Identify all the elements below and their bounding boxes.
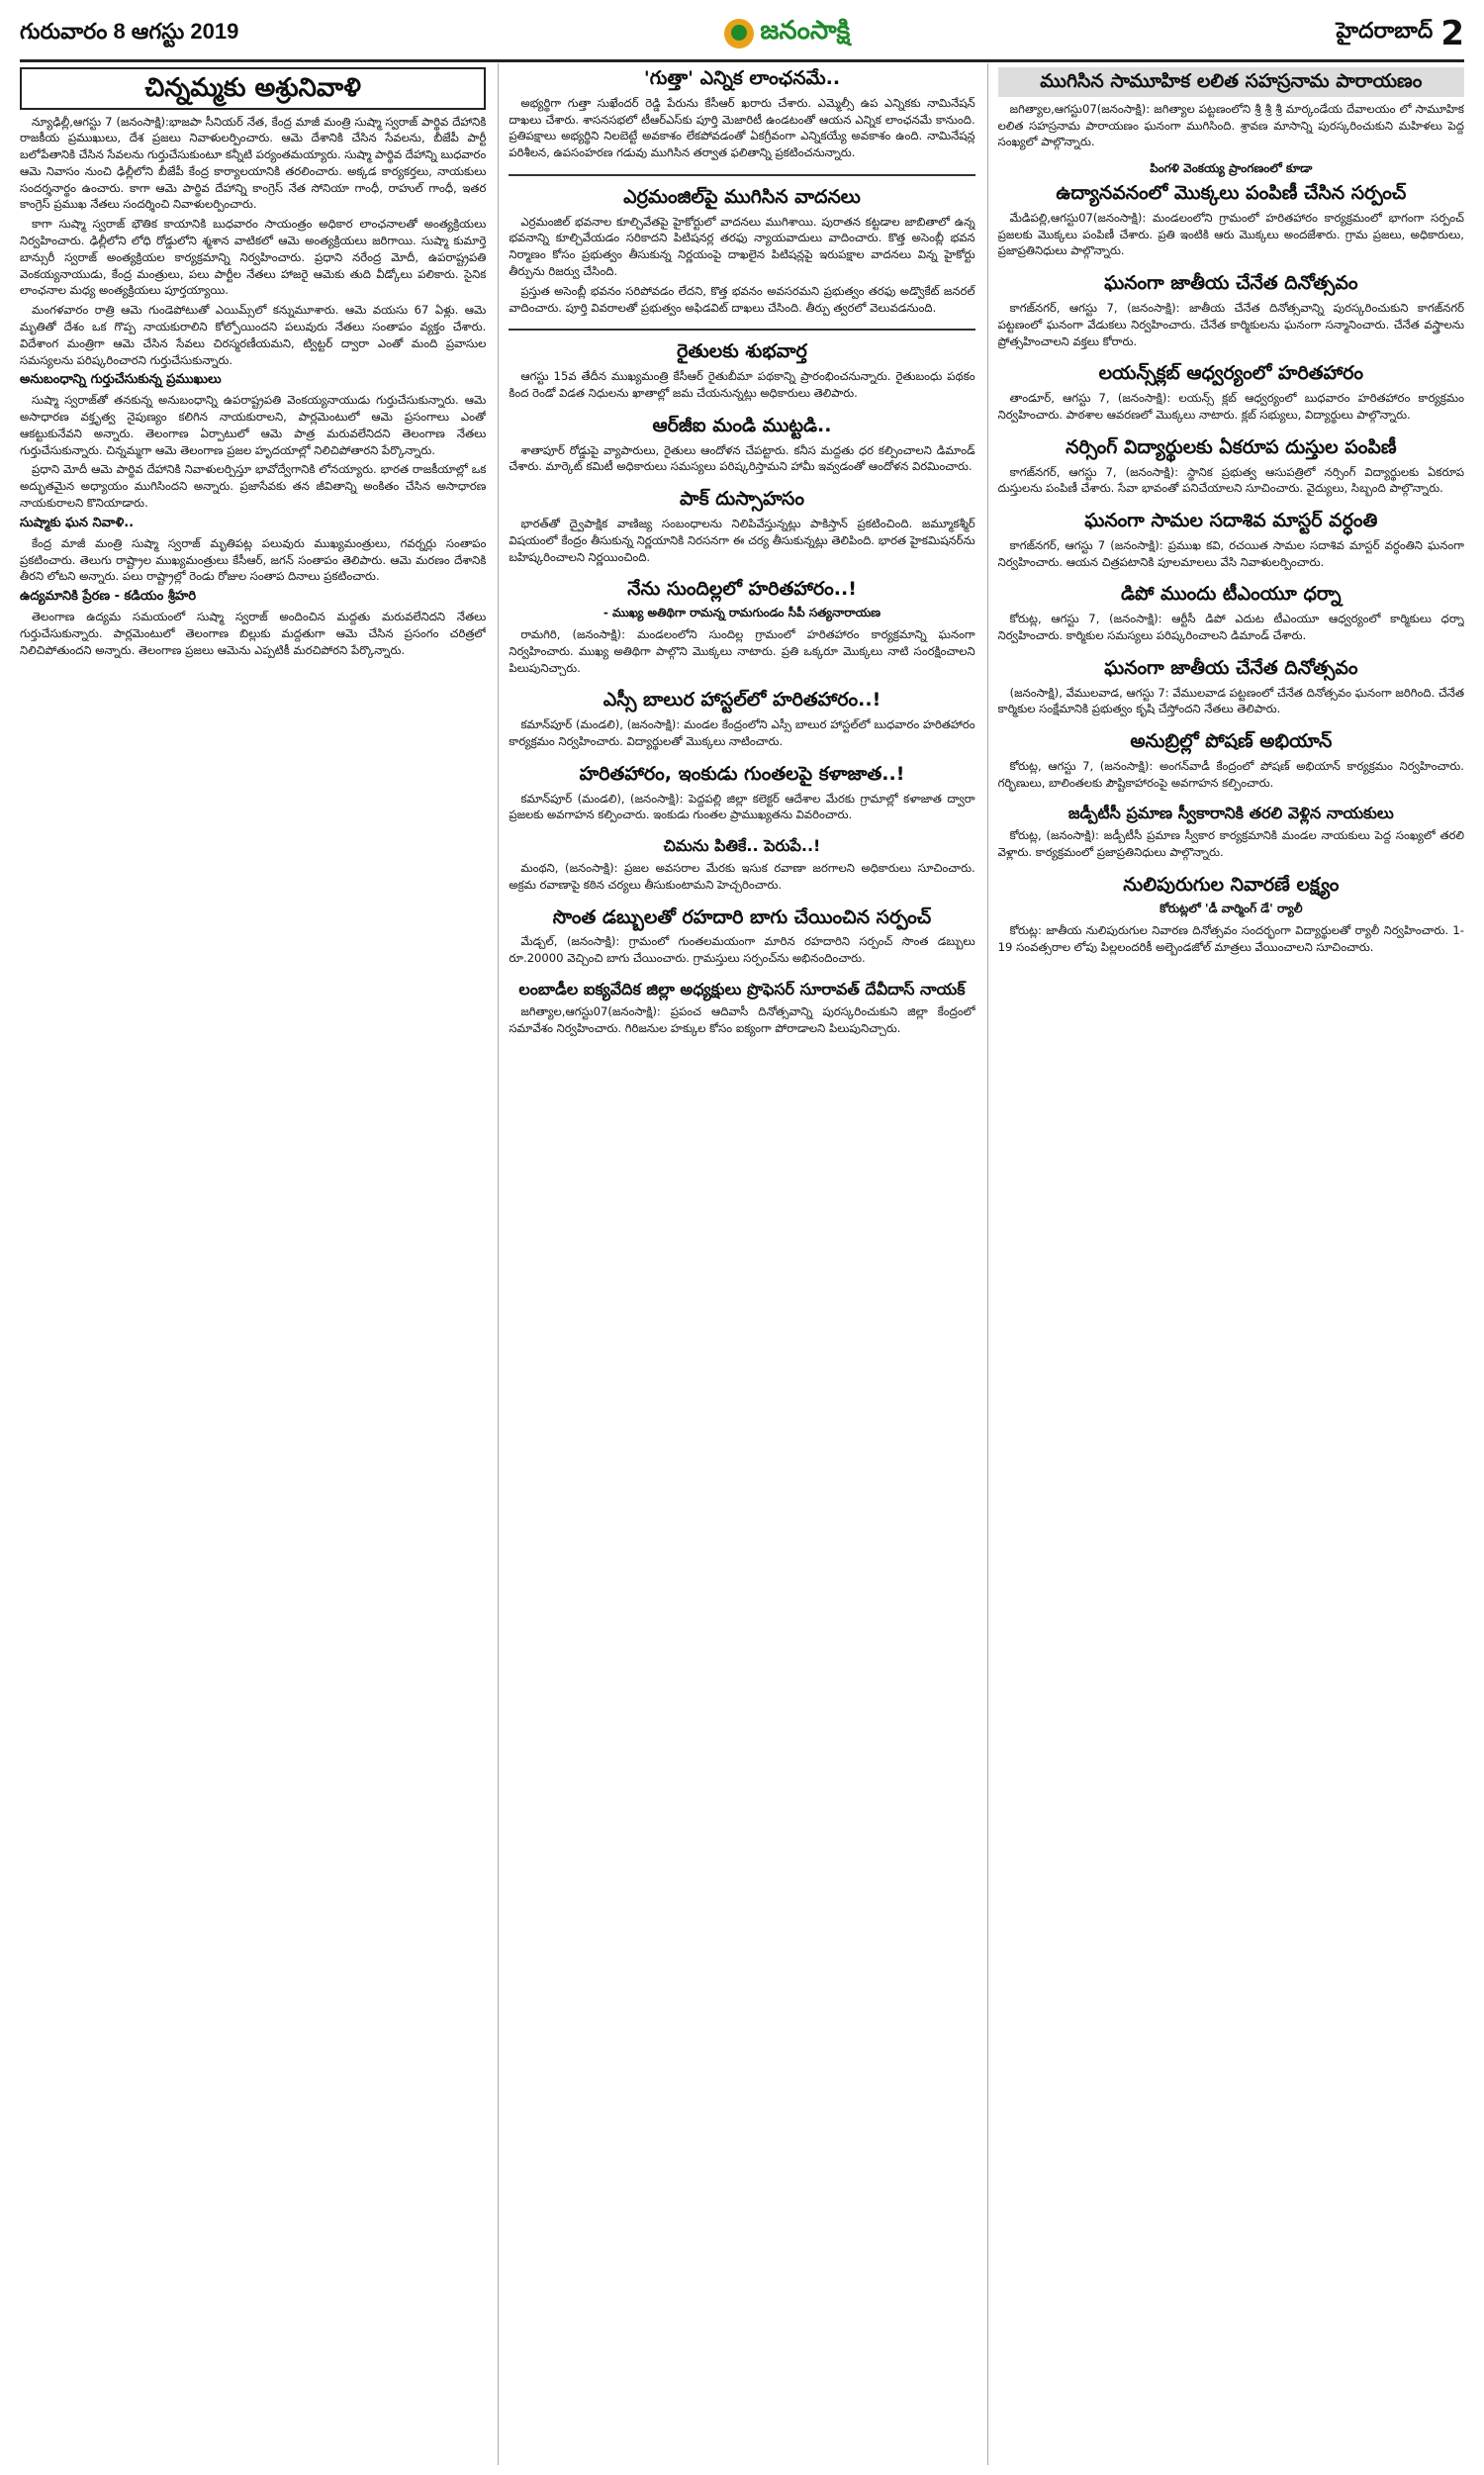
divider bbox=[509, 329, 974, 331]
logo-icon bbox=[724, 19, 754, 48]
story-sushma-tribute bbox=[20, 63, 486, 661]
story-lions bbox=[998, 358, 1464, 426]
headline: ఘనంగా జాతీయ చేనేత దినోత్సవం bbox=[1104, 656, 1358, 679]
paragraph: కేంద్ర మాజీ మంత్రి సుష్మా స్వరాజ్ మృతిపట్ల పలువురు ముఖ్యమంత్రులు, గవర్నర్లు సంతాపం ప్రకటించారు. తెలుగు రాష్ట్రాల ముఖ్యమంత్రులు కేసీఆర్, జగన్ సంతాపం తెలిపారు. ఆమె మరణం దేశానికి తీరని లోటని అన్నారు. పలు రాష్ట్రాల్లో రెండు రోజుల సంతాప దినాలు ప్రకటించారు. bbox=[20, 535, 487, 584]
story-erramanzil bbox=[509, 182, 974, 320]
paragraph: కోరుట్ల, ఆగస్టు 7, (జనంసాక్షి): అంగన్‌వాడీ కేంద్రంలో పోషణ్ అభియాన్ కార్యక్రమం నిర్వహించారు. గర్భిణులు, బాలింతలకు పౌష్టికాహారంపై అవగాహన కల్పించారు. bbox=[997, 758, 1464, 790]
story-body bbox=[20, 114, 486, 659]
paragraph: తెలంగాణ ఉద్యమ సమయంలో సుష్మా స్వరాజ్ అందించిన మద్దతు మరువలేనిదని నేతలు గుర్తుచేసుకున్నారు. పార్లమెంటులో తెలంగాణ బిల్లుకు మద్దతుగా ఆమె చేసిన ప్రసంగం చరిత్రలో నిలిచిపోతుందని అన్నారు. తెలంగాణ ప్రజలు ఆమెను ఎప్పటికీ మరచిపోరని పేర్కొన్నారు. bbox=[20, 609, 487, 657]
paragraph: ఎర్రమంజిల్ భవనాల కూల్చివేతపై హైకోర్టులో వాదనలు ముగిశాయి. పురాతన కట్టడాల జాబితాలో ఉన్న భవనాన్ని కూల్చివేయడం సరికాదని పిటిషనర్ల తరఫు న్యాయవాదులు వాదించారు. కొత్త అసెంబ్లీ భవన నిర్మాణం కోసం ప్రభుత్వం తీసుకున్న నిర్ణయంపై దాఖలైన పిటిషన్లపై ఇరుపక్షాల వాదనలు విన్న హైకోర్టు తీర్పును రిజర్వు చేసింది. bbox=[509, 214, 975, 279]
paragraph: మంగళవారం రాత్రి ఆమె గుండెపోటుతో ఎయిమ్స్‌లో కన్నుమూశారు. ఆమె వయసు 67 ఏళ్లు. ఆమె మృతితో దేశం ఒక గొప్ప నాయకురాలిని కోల్పోయిందని పలువురు నేతలు సంతాపం వ్యక్తం చేశారు. విదేశాంగ మంత్రిగా ఆమె చేసిన సేవలు చిరస్మరణీయమని, ట్విట్టర్ ద్వారా ఎంతో మంది ప్రవాసుల సమస్యలను పరిష్కరించారని గుర్తుచేసుకున్నారు. bbox=[20, 303, 487, 367]
headline: చిన్నమ్మకు అశ్రునివాళి bbox=[20, 67, 486, 110]
story-market bbox=[509, 411, 974, 478]
story-sadasiva bbox=[998, 506, 1464, 573]
column-left bbox=[20, 63, 486, 2465]
headline: లంబాడీల ఐక్యవేదిక జిల్లా అధ్యక్షులు ప్రొఫెసర్ సూరావత్ దేవీదాస్ నాయక్ bbox=[518, 980, 966, 1000]
newspaper-logo bbox=[724, 16, 850, 51]
headline: ఘనంగా సామల సదాశివ మాస్టర్ వర్ధంతి bbox=[1084, 510, 1378, 532]
headline: నర్సింగ్ విద్యార్థులకు ఏకరూప దుస్తుల పంపిణీ bbox=[1066, 435, 1397, 458]
story-handloom-2 bbox=[998, 653, 1464, 720]
paragraph: అభ్యర్థిగా గుత్తా సుఖేందర్ రెడ్డి పేరును కేసీఆర్ ఖరారు చేశారు. ఎమ్మెల్సీ ఉప ఎన్నికకు నామినేషన్ దాఖలు చేశారు. శాసనసభలో టీఆర్ఎస్‌కు పూర్తి మెజారిటీ ఉండటంతో ఆయన ఎన్నిక లాంఛనమే కానుంది. ప్రతిపక్షాలు అభ్యర్థిని నిలబెట్టే అవకాశం లేకపోవడంతో ఏకగ్రీవంగా ఎన్నికయ్యే అవకాశం ఉంది. నామినేషన్ల పరిశీలన, ఉపసంహరణ గడువు ముగిసిన తర్వాత ఫలితాన్ని ప్రకటించనున్నారు. bbox=[509, 95, 975, 160]
headline: డిపో ముందు టీఎంయూ ధర్నా bbox=[1120, 583, 1342, 606]
paragraph: కాగజ్‌నగర్, ఆగస్టు 7 (జనంసాక్షి): ప్రముఖ కవి, రచయిత సామల సదాశివ మాస్టర్ వర్ధంతిని ఘనంగా నిర్వహించారు. ఆయన చిత్రపటానికి పూలమాలలు వేసి నివాళులర్పించారు. bbox=[997, 537, 1464, 569]
headline: చిమను పితికే.. పెరుపే..! bbox=[663, 836, 821, 856]
story-lalitha bbox=[998, 63, 1464, 153]
story-zptc bbox=[998, 800, 1464, 864]
column-middle bbox=[498, 63, 974, 2465]
story-sand bbox=[509, 832, 974, 897]
paragraph: ఆగస్టు 15వ తేదీన ముఖ్యమంత్రి కేసీఆర్ రైతుబీమా పథకాన్ని ప్రారంభించనున్నారు. రైతుబంధు పథకం కింద రెండో విడత నిధులను ఖాతాల్లో జమ చేయనున్నట్లు అధికారులు తెలిపారు. bbox=[509, 369, 975, 401]
subheading: ఉద్యమానికి ప్రేరణ - కడియం శ్రీహరి bbox=[20, 589, 197, 605]
story-handloom-1 bbox=[998, 268, 1464, 352]
story-kalajatha bbox=[509, 759, 974, 826]
page-columns bbox=[20, 63, 1464, 2465]
logo-text: జనంసాక్షి bbox=[760, 16, 851, 46]
kicker: పింగళి వెంకయ్య ప్రాంగణంలో కూడా bbox=[1150, 161, 1313, 176]
edition-city: హైదరాబాద్ bbox=[1336, 19, 1434, 44]
edition-info bbox=[1336, 14, 1464, 53]
headline: ముగిసిన సామూహిక లలిత సహస్రనామ పారాయణం bbox=[998, 67, 1464, 97]
headline: అనుబ్రిల్లో పోషణ్ అభియాన్ bbox=[1130, 730, 1333, 753]
story-nursing bbox=[998, 432, 1464, 500]
paragraph: న్యూఢిల్లీ,ఆగస్టు 7 (జనంసాక్షి):భాజపా సీనియర్ నేత, కేంద్ర మాజీ మంత్రి సుష్మా స్వరాజ్ పార్థివ దేహానికి రాజకీయ ప్రముఖులు, దేశ ప్రజలు నివాళులర్పించారు. ఆమె దేశానికి చేసిన సేవలను, బీజేపీ పార్టీ బలోపేతానికి చేసిన సేవలను గుర్తుచేసుకుంటూ కన్నీటి పర్యంతమయ్యారు. సుష్మా పార్థివ దేహాన్ని బుధవారం ఆమె నివాసం నుంచి ఢిల్లీలోని బీజేపీ కేంద్ర కార్యాలయానికి తరలించారు. అక్కడ కార్యకర్తలు, నాయకులు సందర్శనార్థం ఉంచారు. కాగా ఆమె పార్థివ దేహాన్ని కాంగ్రెస్ నేత సోనియా గాంధీ, రాహుల్ గాంధీ, ఇతర కాంగ్రెస్ ప్రముఖ నేతలు సందర్శించి నివాళులర్పించారు. bbox=[20, 114, 487, 212]
paragraph: ప్రధాని మోదీ ఆమె పార్థివ దేహానికి నివాళులర్పిస్తూ భావోద్వేగానికి లోనయ్యారు. భారత రాజకీయాల్లో ఒక అద్భుతమైన అధ్యాయం ముగిసిందని అన్నారు. ప్రజాసేవకు తన జీవితాన్ని అంకితం చేసిన అసాధారణ నాయకురాలని కొనియాడారు. bbox=[20, 462, 487, 511]
headline: పాక్ దుస్సాహసం bbox=[680, 488, 804, 511]
column-right bbox=[987, 63, 1464, 2465]
story-sundilla bbox=[509, 574, 974, 679]
page-number: 2 bbox=[1440, 14, 1464, 53]
headline: సొంత డబ్బులతో రహదారి బాగు చేయించిన సర్పంచ్ bbox=[552, 905, 932, 928]
paragraph: రామగిరి, (జనంసాక్షి): మండలంలోని సుందిల్ల గ్రామంలో హరితహారం కార్యక్రమాన్ని ఘనంగా నిర్వహించారు. ముఖ్య అతిథిగా పాల్గొని మొక్కలు నాటారు. ప్రతి ఒక్కరూ మొక్కలు నాటి సంరక్షించాలని పిలుపునిచ్చారు. bbox=[509, 627, 975, 675]
paragraph: కోరుట్ల: జాతీయ నులిపురుగుల నివారణ దినోత్సవం సందర్భంగా విద్యార్థులతో ర్యాలీ నిర్వహించారు. 1-19 సంవత్సరాల లోపు పిల్లలందరికీ అల్బెండజోల్ మాత్రలు వేయించాలని సూచించారు. bbox=[997, 922, 1464, 954]
divider bbox=[509, 174, 974, 176]
story-farmers bbox=[509, 336, 974, 404]
paragraph: సుష్మా స్వరాజ్‌తో తనకున్న అనుబంధాన్ని ఉపరాష్ట్రపతి వెంకయ్యనాయుడు గుర్తుచేసుకున్నారు. ఆమె అసాధారణ వక్తృత్వ నైపుణ్యం కలిగిన నాయకురాలని, పార్లమెంటులో ఆమె ప్రసంగాలు ఎంతో ఆకట్టుకునేవని అన్నారు. తెలంగాణ ఏర్పాటులో ఆమె పాత్ర మరువలేనిదని తెలంగాణ నేతలు గుర్తుచేసుకున్నారు. చిన్నమ్మగా ఆమె తెలంగాణ ప్రజల హృదయాల్లో నిలిచిపోతారని పేర్కొన్నారు. bbox=[20, 393, 487, 457]
headline: రైతులకు శుభవార్త bbox=[677, 340, 807, 363]
headline: ఘనంగా జాతీయ చేనేత దినోత్సవం bbox=[1104, 272, 1358, 295]
headline: 'గుత్తా' ఎన్నిక లాంఛనమే.. bbox=[643, 67, 841, 89]
paragraph: కాగజ్‌నగర్, ఆగస్టు 7, (జనంసాక్షి): స్థానిక ప్రభుత్వ ఆసుపత్రిలో నర్సింగ్ విద్యార్థులకు ఏకరూప దుస్తులను పంపిణీ చేశారు. సేవా భావంతో పనిచేయాలని సూచించారు. వైద్యులు, సిబ్బంది పాల్గొన్నారు. bbox=[997, 464, 1464, 496]
paragraph: మేడిపల్లి,ఆగస్టు07(జనంసాక్షి): మండలంలోని గ్రామంలో హరితహారం కార్యక్రమంలో భాగంగా సర్పంచ్ ప్రజలకు మొక్కలు పంపిణీ చేశారు. ప్రతి ఇంటికి ఆరు మొక్కలు అందజేశారు. గ్రామ ప్రజలు, అధికారులు, ప్రజాప్రతినిధులు పాల్గొన్నారు. bbox=[997, 210, 1464, 258]
subheading: సుష్మాకు ఘన నివాళి.. bbox=[20, 515, 135, 530]
story-depot-dharna bbox=[998, 579, 1464, 646]
headline: ఎస్సీ బాలుర హాస్టల్‌లో హరితహారం..! bbox=[603, 689, 881, 712]
story-gutta-election bbox=[509, 63, 974, 164]
story-lambadi bbox=[509, 976, 974, 1040]
headline: జడ్పీటీసీ ప్రమాణ స్వీకారానికి తరలి వెళ్లిన నాయకులు bbox=[1067, 804, 1394, 823]
issue-date: గురువారం 8 ఆగస్టు 2019 bbox=[20, 18, 239, 44]
story-poshan bbox=[998, 726, 1464, 794]
story-saplings bbox=[998, 159, 1464, 262]
paragraph: జగిత్యాల,ఆగస్టు07(జనంసాక్షి): ప్రపంచ ఆదివాసీ దినోత్సవాన్ని పురస్కరించుకుని జిల్లా కేంద్రంలో సమావేశం నిర్వహించారు. గిరిజనుల హక్కుల కోసం ఐక్యంగా పోరాడాలని పిలుపునిచ్చారు. bbox=[509, 1004, 975, 1035]
paragraph: శాతాపూర్ రోడ్డుపై వ్యాపారులు, రైతులు ఆందోళన చేపట్టారు. కనీస మద్దతు ధర కల్పించాలని డిమాండ్ చేశారు. మార్కెట్ కమిటీ అధికారులు సమస్యలు పరిష్కరిస్తామని హామీ ఇవ్వడంతో ఆందోళన విరమించారు. bbox=[509, 442, 975, 474]
paragraph: (జనంసాక్షి), వేములవాడ, ఆగస్టు 7: వేములవాడ పట్టణంలో చేనేత దినోత్సవం ఘనంగా జరిగింది. చేనేత కార్మికుల సంక్షేమానికి ప్రభుత్వం కృషి చేస్తోందని నేతలు తెలిపారు. bbox=[997, 685, 1464, 716]
paragraph: కోరుట్ల, ఆగస్టు 7, (జనంసాక్షి): ఆర్టీసీ డిపో ఎదుట టీఎంయూ ఆధ్వర్యంలో కార్మికులు ధర్నా నిర్వహించారు. కార్మికుల సమస్యలు పరిష్కరించాలని డిమాండ్ చేశారు. bbox=[997, 612, 1464, 642]
paragraph: జగిత్యాల,ఆగస్టు07(జనంసాక్షి): జగిత్యాల పట్టణంలోని శ్రీ శ్రీ శ్రీ మార్కండేయ దేవాలయం లో సామూహిక లలిత సహస్రనామ పారాయణం ఘనంగా ముగిసింది. శ్రావణ మాసాన్ని పురస్కరించుకుని మహిళలు పెద్ద సంఖ్యలో పాల్గొన్నారు. bbox=[997, 101, 1464, 149]
paragraph: మేడ్చల్, (జనంసాక్షి): గ్రామంలో గుంతలమయంగా మారిన రహదారిని సర్పంచ్ సొంత డబ్బులు రూ.20000 వెచ్చించి బాగు చేయించారు. గ్రామస్తులు సర్పంచ్‌ను అభినందించారు. bbox=[509, 934, 975, 966]
headline: నేను సుందిల్లలో హరితహారం..! bbox=[627, 578, 857, 601]
paragraph: కాగా సుష్మా స్వరాజ్ భౌతిక కాయానికి బుధవారం సాయంత్రం అధికార లాంఛనాలతో అంత్యక్రియలు నిర్వహించారు. ఢిల్లీలోని లోధి రోడ్డులోని శ్మశాన వాటికలో ఆమె అంత్యక్రియలు జరిగాయి. సుష్మా కుమార్తె బాన్సురీ స్వరాజ్ అంత్యక్రియల కార్యక్రమాన్ని నిర్వహించారు. ప్రధాని నరేంద్ర మోదీ, ఉపరాష్ట్రపతి వెంకయ్యనాయుడు, కేంద్ర మంత్రులు, పలు పార్టీల నేతలు హాజరై ఆమెకు తుది వీడ్కోలు పలికారు. సైనిక లాంఛనాల మధ్య అంత్యక్రియలు పూర్తయ్యాయి. bbox=[20, 217, 487, 298]
story-pakistan bbox=[509, 484, 974, 568]
story-hostel bbox=[509, 685, 974, 752]
headline: ఎర్రమంజిల్‌పై ముగిసిన వాదనలు bbox=[623, 185, 861, 208]
headline: ఆర్‌జీఐ మండి ముట్టడి.. bbox=[652, 414, 832, 436]
masthead bbox=[20, 8, 1464, 62]
byline: కోరుట్లలో 'డీ వార్మింగ్ డే' ర్యాలీ bbox=[1159, 901, 1303, 915]
headline: లయన్స్‌క్లబ్ ఆధ్వర్యంలో హరితహారం bbox=[1098, 362, 1364, 385]
headline: హరితహారం, ఇంకుడు గుంతలపై కళాజాత..! bbox=[579, 762, 905, 785]
paragraph: భారత్‌తో ద్వైపాక్షిక వాణిజ్య సంబంధాలను నిలిపివేస్తున్నట్లు పాకిస్తాన్ ప్రకటించింది. జమ్మూకశ్మీర్‌ విషయంలో కేంద్రం తీసుకున్న నిర్ణయానికి నిరసనగా ఈ చర్య తీసుకున్నట్లు తెలిపింది. భారత హైకమిషనర్‌ను బహిష్కరించాలని నిర్ణయించింది. bbox=[509, 516, 975, 564]
paragraph: ప్రస్తుత అసెంబ్లీ భవనం సరిపోవడం లేదని, కొత్త భవనం అవసరమని ప్రభుత్వం తరఫు అడ్వొకేట్ జనరల్ వాదించారు. పూర్తి వివరాలతో ప్రభుత్వం అఫిడవిట్ దాఖలు చేసింది. తీర్పు త్వరలో వెలువడనుంది. bbox=[509, 283, 975, 315]
paragraph: తాండూర్, ఆగస్టు 7, (జనంసాక్షి): లయన్స్ క్లబ్ ఆధ్వర్యంలో బుధవారం హరితహారం కార్యక్రమం నిర్వహించారు. పాఠశాల ఆవరణలో మొక్కలు నాటారు. క్లబ్ సభ్యులు, విద్యార్థులు పాల్గొన్నారు. bbox=[997, 391, 1464, 422]
headline: ఉద్యానవనంలో మొక్కలు పంపిణీ చేసిన సర్పంచ్ bbox=[1056, 182, 1407, 205]
story-deworming bbox=[998, 870, 1464, 958]
paragraph: మంథని, (జనంసాక్షి): ప్రజల అవసరాల మేరకు ఇసుక రవాణా జరగాలని అధికారులు సూచించారు. అక్రమ రవాణాపై కఠిన చర్యలు తీసుకుంటామని హెచ్చరించారు. bbox=[509, 861, 975, 892]
headline: నులిపురుగుల నివారణే లక్ష్యం bbox=[1123, 874, 1340, 897]
paragraph: కమాన్‌పూర్ (మండలి), (జనంసాక్షి): మండల కేంద్రంలోని ఎస్సీ బాలుర హాస్టల్‌లో బుధవారం హరితహారం కార్యక్రమం నిర్వహించారు. విద్యార్థులతో మొక్కలు నాటించారు. bbox=[509, 717, 975, 748]
paragraph: కాగజ్‌నగర్, ఆగస్టు 7, (జనంసాక్షి): జాతీయ చేనేత దినోత్సవాన్ని పురస్కరించుకుని కాగజ్‌నగర్ పట్టణంలో ఘనంగా వేడుకలు నిర్వహించారు. చేనేత కార్మికులను ఘనంగా సన్మానించారు. చేనేత వస్త్రాలను ప్రోత్సహించాలని వక్తలు కోరారు. bbox=[997, 301, 1464, 348]
subheading: అనుబంధాన్ని గుర్తుచేసుకున్న ప్రముఖులు bbox=[20, 372, 222, 388]
story-sarpanch-road bbox=[509, 903, 974, 970]
paragraph: కమాన్‌పూర్ (మండలి), (జనంసాక్షి): పెద్దపల్లి జిల్లా కలెక్టర్ ఆదేశాల మేరకు గ్రామాల్లో కళాజాత ద్వారా ప్రజలకు అవగాహన కల్పించారు. ఇంకుడు గుంతల ప్రాముఖ్యతను వివరించారు. bbox=[509, 791, 975, 822]
paragraph: కోరుట్ల, (జనంసాక్షి): జడ్పీటీసీ ప్రమాణ స్వీకార కార్యక్రమానికి మండల నాయకులు పెద్ద సంఖ్యలో తరలి వెళ్లారు. కార్యక్రమంలో ప్రజాప్రతినిధులు పాల్గొన్నారు. bbox=[997, 828, 1464, 860]
byline: - ముఖ్య అతిథిగా రామన్న రామగుండం సీపీ సత్యనారాయణ bbox=[603, 606, 881, 620]
